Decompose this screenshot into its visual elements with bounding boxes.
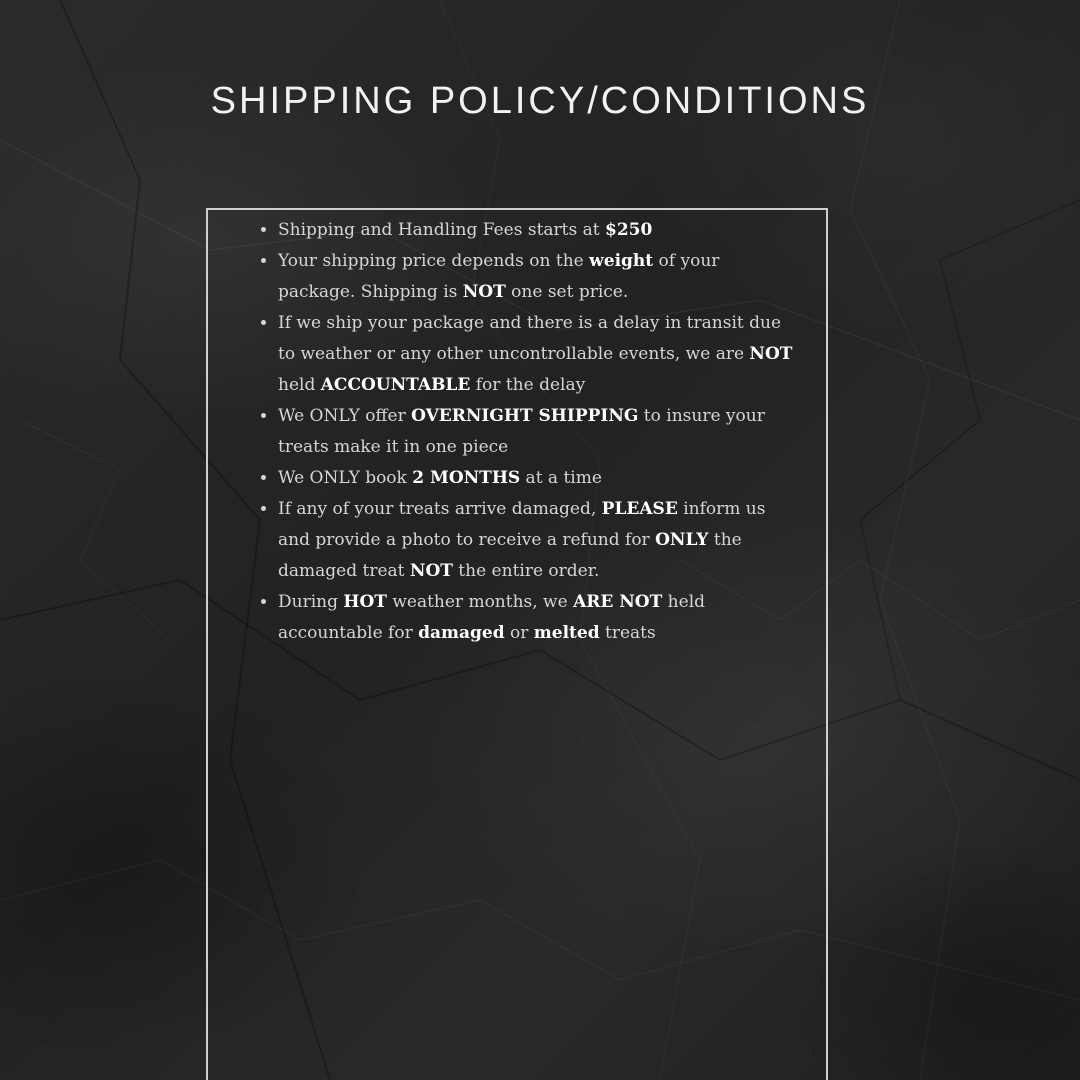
policy-item bbox=[278, 215, 796, 246]
policy-text: If any of your treats arrive damaged, bbox=[278, 499, 602, 519]
policy-emphasis: ACCOUNTABLE bbox=[320, 375, 471, 395]
policy-item bbox=[278, 246, 796, 308]
policy-text: Shipping and Handling Fees starts at bbox=[278, 220, 606, 240]
policy-text: During bbox=[278, 592, 344, 612]
policy-emphasis: NOT bbox=[409, 561, 453, 581]
page-title: SHIPPING POLICY/CONDITIONS bbox=[210, 80, 870, 122]
policy-text: of your package. Shipping is bbox=[278, 251, 720, 302]
policy-text: If we ship your package and there is a delay in transit due to weather or any other uncontrollable events, we are bbox=[278, 313, 782, 364]
policy-item bbox=[278, 463, 796, 494]
policy-text: the damaged treat bbox=[278, 530, 742, 581]
policy-emphasis: PLEASE bbox=[601, 499, 678, 519]
policy-emphasis: ARE NOT bbox=[573, 592, 663, 612]
policy-text: the entire order. bbox=[452, 561, 600, 581]
policy-text: treats bbox=[599, 623, 656, 643]
policy-text: for the delay bbox=[470, 375, 586, 395]
policy-text: at a time bbox=[520, 468, 602, 488]
policy-box bbox=[206, 208, 828, 1080]
policy-item bbox=[278, 308, 796, 401]
policy-text: weather months, we bbox=[386, 592, 574, 612]
policy-emphasis: weight bbox=[589, 251, 654, 271]
policy-emphasis: NOT bbox=[749, 344, 793, 364]
policy-text: or bbox=[504, 623, 534, 643]
policy-item bbox=[278, 587, 796, 649]
policy-emphasis: HOT bbox=[343, 592, 387, 612]
policy-text: We ONLY book bbox=[278, 468, 413, 488]
policy-emphasis: damaged bbox=[418, 623, 505, 643]
policy-item bbox=[278, 494, 796, 587]
policy-emphasis: OVERNIGHT SHIPPING bbox=[411, 406, 639, 426]
policy-emphasis: 2 MONTHS bbox=[412, 468, 521, 488]
policy-list bbox=[208, 210, 826, 649]
policy-text: held bbox=[278, 375, 321, 395]
policy-text: inform us and provide a photo to receive a refund for bbox=[278, 499, 766, 550]
policy-text: held accountable for bbox=[278, 592, 706, 643]
policy-emphasis: NOT bbox=[462, 282, 506, 302]
policy-text: one set price. bbox=[505, 282, 629, 302]
policy-text: to insure your treats make it in one piece bbox=[278, 406, 765, 457]
policy-emphasis: ONLY bbox=[655, 530, 709, 550]
policy-text: Your shipping price depends on the bbox=[278, 251, 590, 271]
policy-item bbox=[278, 401, 796, 463]
policy-text: We ONLY offer bbox=[278, 406, 412, 426]
policy-emphasis: melted bbox=[533, 623, 600, 643]
policy-emphasis: $250 bbox=[605, 220, 653, 240]
